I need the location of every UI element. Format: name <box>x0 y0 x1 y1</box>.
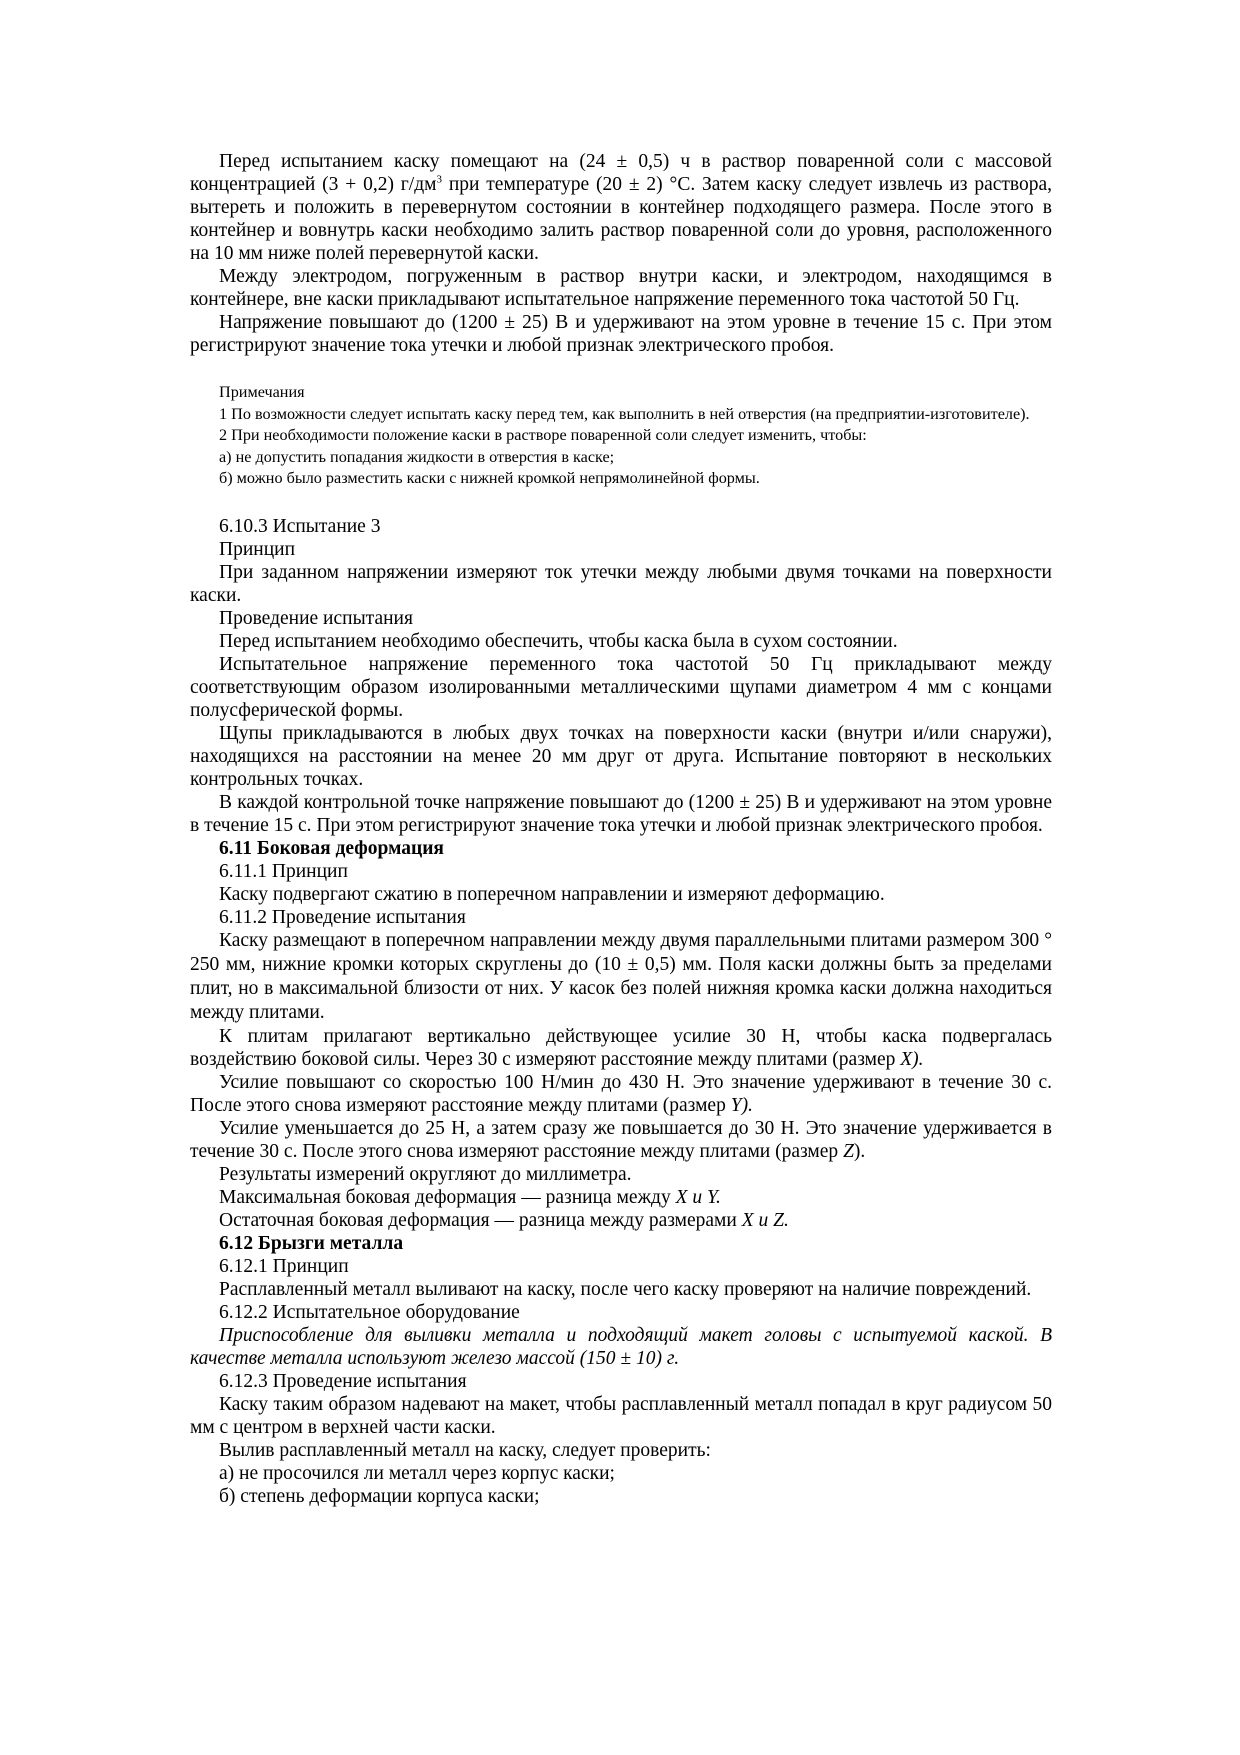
note-item: б) можно было разместить каски с нижней кромкой непрямолинейной формы. <box>219 469 760 487</box>
section-heading: 6.12 Брызги металла <box>219 1232 404 1254</box>
subheading: 6.11.2 Проведение испытания <box>219 906 466 928</box>
subheading: 6.11.1 Принцип <box>219 860 348 882</box>
notes-block <box>190 383 1052 489</box>
paragraph: Каску размещают в поперечном направлении между двумя параллельными плитами размером 300 ° 250 мм, нижние кромки которых скруглены до (10 ± 0,5) мм. Поля каски должны быть за пределами плит, но в максимальной близости от них. У касок без полей нижняя кромка каски должна находиться между плитами. <box>190 929 1052 1023</box>
subheading: Принцип <box>219 538 296 560</box>
paragraph: К плитам прилагают вертикально действующее усилие 30 Н, чтобы каска подвергалась воздействию боковой силы. Через 30 с измеряют расстояние между плитами (размер X). <box>190 1025 1052 1070</box>
note-item: 1 По возможности следует испытать каску перед тем, как выполнить в ней отверстия (на предприятии-изготовителе). <box>219 404 1030 423</box>
paragraph: Максимальная боковая деформация — разница между X и Y. <box>219 1186 721 1208</box>
document-page <box>190 150 1052 1508</box>
list-item: а) не просочился ли металл через корпус каски; <box>219 1462 615 1484</box>
section-heading: 6.11 Боковая деформация <box>219 837 444 859</box>
subheading: Проведение испытания <box>219 607 413 629</box>
paragraph: Каску таким образом надевают на макет, чтобы расплавленный металл попадал в круг радиусом 50 мм с центром в верхней части каски. <box>190 1393 1052 1438</box>
paragraph: Остаточная боковая деформация — разница между размерами X и Z. <box>219 1209 789 1231</box>
paragraph: Усилие повышают со скоростью 100 Н/мин до 430 Н. Это значение удерживают в течение 30 с. После этого снова измеряют расстояние между плитами (размер Y). <box>190 1071 1052 1116</box>
paragraph: Щупы прикладываются в любых двух точках на поверхности каски (внутри и/или снаружи), находящихся на расстоянии на менее 20 мм друг от друга. Испытание повторяют в нескольких контрольных точках. <box>190 722 1052 790</box>
notes-title: Примечания <box>219 383 305 401</box>
subheading: 6.12.2 Испытательное оборудование <box>219 1301 520 1323</box>
paragraph: Испытательное напряжение переменного тока частотой 50 Гц прикладывают между соответствующим образом изолированными металлическими щупами диаметром 4 мм с концами полусферической формы. <box>190 653 1052 721</box>
paragraph: В каждой контрольной точке напряжение повышают до (1200 ± 25) В и удерживают на этом уровне в течение 15 с. При этом регистрируют значение тока утечки и любой признак электрического пробоя. <box>190 791 1052 836</box>
paragraph: Напряжение повышают до (1200 ± 25) В и удерживают на этом уровне в течение 15 с. При этом регистрируют значение тока утечки и любой признак электрического пробоя. <box>190 312 1052 356</box>
paragraph: Каску подвергают сжатию в поперечном направлении и измеряют деформацию. <box>219 883 885 905</box>
test3-block <box>190 515 1052 1508</box>
note-item: 2 При необходимости положение каски в растворе поваренной соли следует изменить, чтобы: <box>219 426 867 444</box>
list-item: б) степень деформации корпуса каски; <box>219 1485 540 1507</box>
subheading: 6.12.1 Принцип <box>219 1255 349 1277</box>
paragraph: Приспособление для выливки металла и подходящий макет головы с испытуемой каской. В качестве металла используют железо массой (150 ± 10) г. <box>190 1324 1052 1369</box>
paragraph: Между электродом, погруженным в раствор внутри каски, и электродом, находящимся в контейнере, вне каски прикладывают испытательное напряжение переменного тока частотой 50 Гц. <box>190 266 1052 310</box>
paragraph: Усилие уменьшается до 25 Н, а затем сразу же повышается до 30 Н. Это значение удерживается в течение 30 с. После этого снова измеряют расстояние между плитами (размер Z). <box>190 1117 1052 1162</box>
subheading: 6.12.3 Проведение испытания <box>219 1370 467 1392</box>
intro-block <box>190 150 1052 357</box>
paragraph: Перед испытанием необходимо обеспечить, чтобы каска была в сухом состоянии. <box>219 630 898 652</box>
paragraph: Вылив расплавленный металл на каску, следует проверить: <box>219 1439 711 1461</box>
paragraph: Результаты измерений округляют до миллиметра. <box>219 1163 632 1185</box>
paragraph: Перед испытанием каску помещают на (24 ± 0,5) ч в раствор поваренной соли с массовой концентрацией (3 + 0,2) $г/дм^3$ при температуре (20 ± 2) °С. Затем каску следует извлечь из раствора, вытереть и положить в перевернутом состоянии в контейнер подходящего размера. После этого в контейнер и вовнутрь каски необходимо залить раствор поваренной соли до уровня, расположенного на 10 мм ниже полей перевернутой каски. <box>190 151 1053 264</box>
paragraph: Расплавленный металл выливают на каску, после чего каску проверяют на наличие повреждений. <box>219 1278 1032 1300</box>
paragraph: При заданном напряжении измеряют ток утечки между любыми двумя точками на поверхности каски. <box>190 561 1052 606</box>
note-item: а) не допустить попадания жидкости в отверстия в каске; <box>219 447 615 466</box>
section-heading: 6.10.3 Испытание 3 <box>219 515 381 537</box>
